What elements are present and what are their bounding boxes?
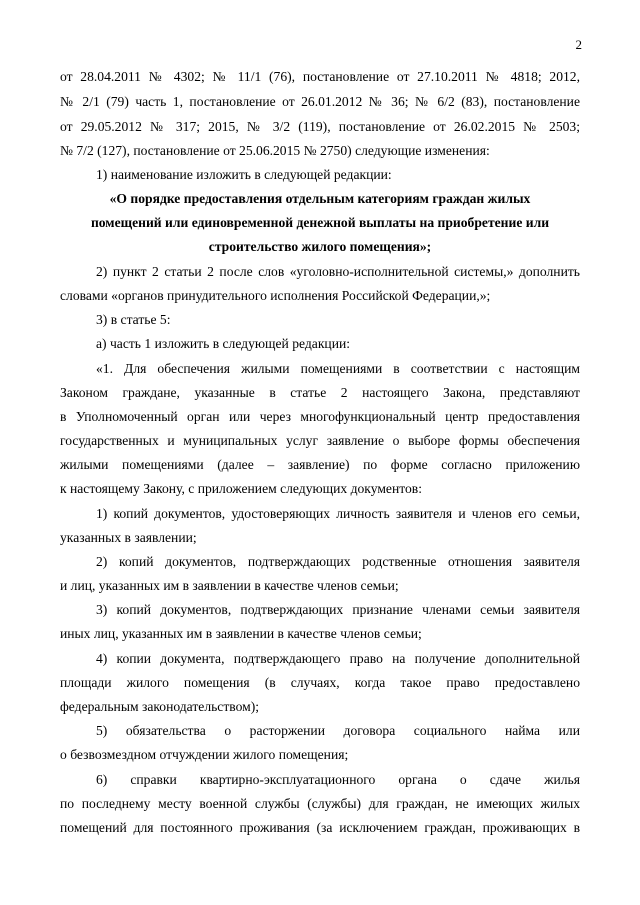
text-line: о безвозмездном отчуждении жилого помещения; — [60, 747, 349, 762]
text-line: жилыми помещениями (далее – заявление) по форме согласно приложению — [60, 457, 580, 472]
text-line: 3) копий документов, подтверждающих признание членами семьи заявителя — [96, 602, 580, 617]
text-line: Законом граждане, указанные в статье 2 настоящего Закона, представляют — [60, 385, 580, 400]
text-line: указанных в заявлении; — [60, 530, 197, 545]
text-line: 3) в статье 5: — [96, 312, 171, 327]
text-line: 1) копий документов, удостоверяющих личность заявителя и членов его семьи, — [96, 506, 580, 521]
bold-title-line: строительство жилого помещения»; — [208, 239, 432, 254]
page-number: 2 — [575, 37, 582, 52]
bold-title-line: помещений или единовременной денежной выплаты на приобретение или — [90, 215, 550, 230]
text-line: 2) пункт 2 статьи 2 после слов «уголовно-исполнительной системы,» дополнить — [96, 264, 580, 279]
text-line: 2) копий документов, подтверждающих родственные отношения заявителя — [96, 554, 580, 569]
text-line: 4) копии документа, подтверждающего право на получение дополнительной — [96, 651, 580, 666]
text-line: словами «органов принудительного исполнения Российской Федерации,»; — [60, 288, 491, 303]
text-line: 6) справки квартирно-эксплуатационного органа о сдаче жилья — [96, 772, 580, 787]
text-line: государственных и муниципальных услуг заявление о выборе формы обеспечения — [60, 433, 580, 448]
text-line: № 7/2 (127), постановление от 25.06.2015 № 2750) следующие изменения: — [60, 143, 490, 158]
text-line: федеральным законодательством); — [60, 699, 260, 714]
text-line: от 29.05.2012 № 317; 2015, № 3/2 (119), постановление от 26.02.2015 № 2503; — [60, 119, 580, 134]
text-line: 5) обязательства о расторжении договора социального найма или — [96, 723, 580, 738]
text-line: по последнему месту военной службы (службы) для граждан, не имеющих жилых — [60, 796, 580, 811]
bold-title-line: «О порядке предоставления отдельным категориям граждан жилых — [109, 191, 531, 206]
text-line: площади жилого помещения (в случаях, когда такое право предоставлено — [60, 675, 580, 690]
text-line: и лиц, указанных им в заявлении в качестве членов семьи; — [60, 578, 399, 593]
text-line: иных лиц, указанных им в заявлении в качестве членов семьи; — [60, 626, 422, 641]
text-line: в Уполномоченный орган или через многофункциональный центр предоставления — [60, 409, 580, 424]
text-line: от 28.04.2011 № 4302; № 11/1 (76), постановление от 27.10.2011 № 4818; 2012, — [60, 69, 580, 84]
text-line: № 2/1 (79) часть 1, постановление от 26.01.2012 № 36; № 6/2 (83), постановление — [60, 94, 580, 109]
text-line: помещений для постоянного проживания (за исключением граждан, проживающих в — [60, 820, 580, 835]
text-line: 1) наименование изложить в следующей редакции: — [96, 167, 392, 182]
text-line: а) часть 1 изложить в следующей редакции: — [96, 336, 351, 351]
text-line: «1. Для обеспечения жилыми помещениями в соответствии с настоящим — [96, 361, 580, 376]
text-line: к настоящему Закону, с приложением следующих документов: — [60, 481, 422, 496]
